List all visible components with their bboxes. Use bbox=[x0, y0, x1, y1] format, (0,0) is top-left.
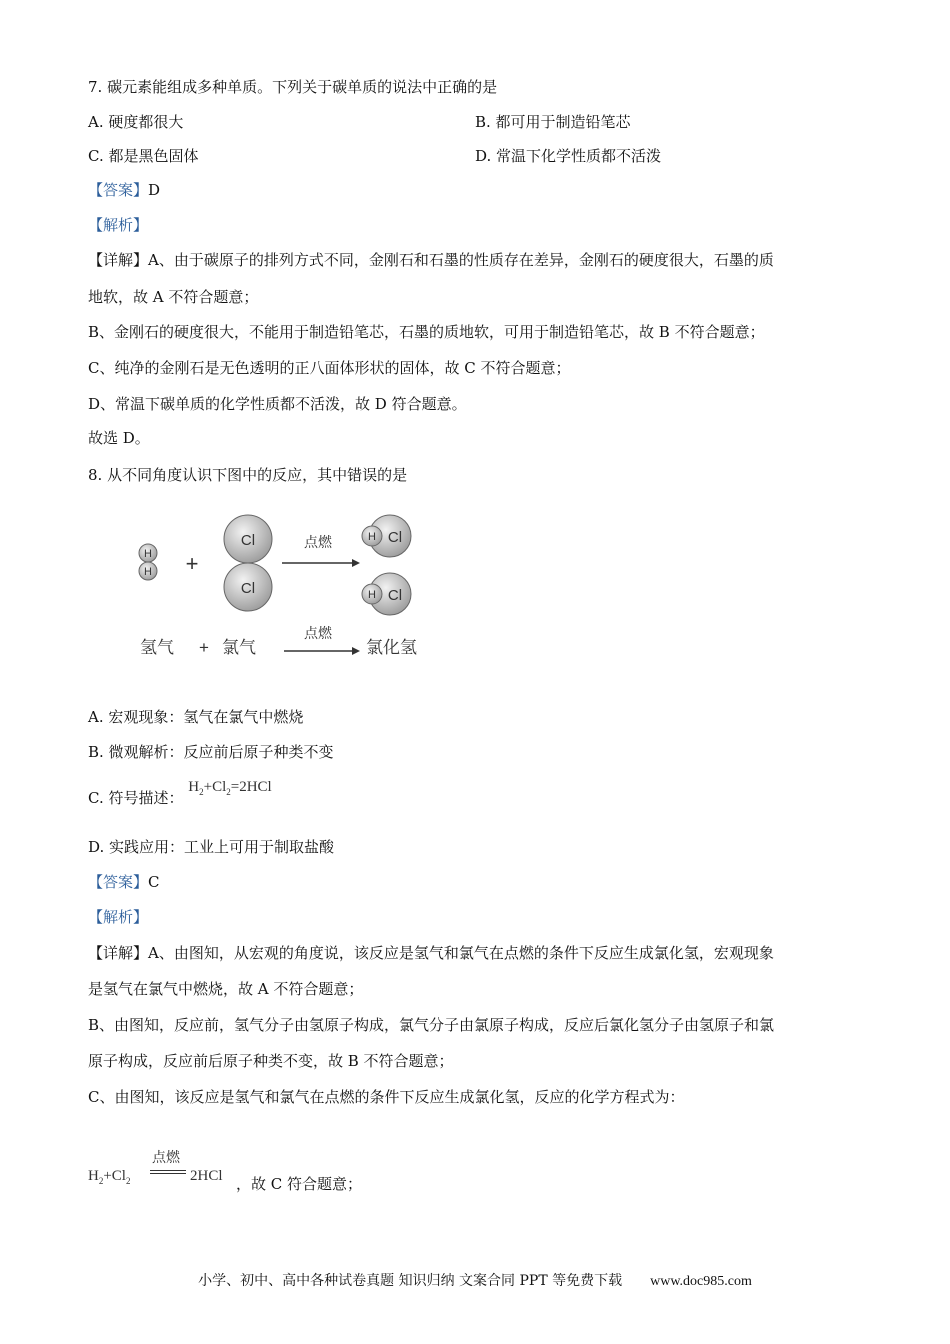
q8-stem: 8. 从不同角度认识下图中的反应，其中错误的是 bbox=[88, 466, 408, 484]
atom-label: Cl bbox=[387, 529, 403, 546]
atom-label: H bbox=[144, 548, 152, 560]
q7-option-d: D. 常温下化学性质都不活泼 bbox=[475, 147, 662, 165]
plus-sign: + bbox=[185, 551, 199, 576]
answer-value: C bbox=[148, 873, 160, 891]
word-plus: + bbox=[199, 638, 209, 657]
q8-option-d: D. 实践应用：工业上可用于制取盐酸 bbox=[88, 838, 335, 856]
detail-label: 【详解】 bbox=[88, 251, 149, 269]
equation-tail: ，故 C 符合题意； bbox=[236, 1175, 363, 1193]
detail-text: A、由图知，从宏观的角度说，该反应是氢气和氯气在点燃的条件下反应生成氯化氢，宏观现象 bbox=[148, 944, 774, 962]
answer-label: 【答案】 bbox=[88, 873, 149, 891]
q7-option-a: A. 硬度都很大 bbox=[88, 113, 184, 131]
equation-product: 2HCl bbox=[190, 1168, 223, 1184]
q7-detail-3: B、金刚石的硬度很大，不能用于制造铅笔芯，石墨的质地软，可用于制造铅笔芯，故 B 不符合题意； bbox=[88, 323, 765, 341]
q7-option-b: B. 都可用于制造铅笔芯 bbox=[475, 113, 631, 131]
atom-label: H bbox=[144, 566, 152, 578]
q7-detail-4: C、纯净的金刚石是无色透明的正八面体形状的固体，故 C 不符合题意； bbox=[88, 359, 571, 377]
detail-label: 【详解】 bbox=[88, 944, 149, 962]
q8-option-b: B. 微观解析：反应前后原子种类不变 bbox=[88, 743, 334, 761]
q7-detail-1 bbox=[88, 250, 774, 270]
word-hydrogen: 氢气 bbox=[140, 638, 174, 657]
q7-detail-2: 地软，故 A 不符合题意； bbox=[88, 288, 259, 306]
page-footer bbox=[0, 1270, 950, 1290]
atom-label: Cl bbox=[240, 580, 256, 597]
answer-value: D bbox=[148, 181, 161, 199]
equation-double-line bbox=[150, 1170, 186, 1174]
reaction-diagram bbox=[130, 505, 450, 665]
q7-analysis-label: 【解析】 bbox=[88, 216, 149, 234]
q7-stem: 7. 碳元素能组成多种单质。下列关于碳单质的说法中正确的是 bbox=[88, 78, 498, 96]
footer-text: 小学、初中、高中各种试卷真题 知识归纳 文案合同 PPT 等免费下载 bbox=[198, 1273, 623, 1289]
q8-option-a: A. 宏观现象：氢气在氯气中燃烧 bbox=[88, 708, 304, 726]
atom-label: H bbox=[368, 589, 376, 601]
word-chlorine: 氯气 bbox=[222, 638, 256, 657]
q7-detail-5: D、常温下碳单质的化学性质都不活泼，故 D 符合题意。 bbox=[88, 395, 467, 413]
atom-label: Cl bbox=[240, 532, 256, 549]
footer-url[interactable]: www.doc985.com bbox=[650, 1274, 752, 1289]
q7-answer bbox=[88, 180, 160, 200]
word-product: 氯化氢 bbox=[366, 638, 417, 657]
q8-analysis-label: 【解析】 bbox=[88, 908, 149, 926]
option-c-formula: $H_2+Cl_2=2HCl$ bbox=[188, 779, 272, 797]
q7-option-c: C. 都是黑色固体 bbox=[88, 147, 199, 165]
equation-condition: 点燃 bbox=[152, 1150, 180, 1166]
answer-label: 【答案】 bbox=[88, 181, 149, 199]
arrow-head bbox=[352, 559, 360, 567]
word-arrow-head bbox=[352, 647, 360, 655]
q7-detail-6: 故选 D。 bbox=[88, 429, 150, 447]
q8-option-c bbox=[88, 779, 272, 814]
option-c-label: C. 符号描述： bbox=[88, 789, 184, 807]
equation-reactants: $H_2+Cl_2$ bbox=[88, 1168, 131, 1186]
q8-detail-1 bbox=[88, 943, 774, 963]
q8-detail-3: B、由图知，反应前，氢气分子由氢原子构成，氯气分子由氯原子构成，反应后氯化氢分子由氢原子和氯 bbox=[88, 1016, 775, 1034]
atom-label: H bbox=[368, 531, 376, 543]
q8-detail-5: C、由图知，该反应是氢气和氯气在点燃的条件下反应生成氯化氢，反应的化学方程式为： bbox=[88, 1088, 685, 1106]
q8-answer bbox=[88, 872, 160, 892]
q8-detail-4: 原子构成，反应前后原子种类不变，故 B 不符合题意； bbox=[88, 1052, 454, 1070]
condition-label: 点燃 bbox=[304, 534, 332, 550]
q8-detail-2: 是氢气在氯气中燃烧，故 A 不符合题意； bbox=[88, 980, 364, 998]
detail-text: A、由于碳原子的排列方式不同，金刚石和石墨的性质存在差异，金刚石的硬度很大，石墨的质 bbox=[148, 251, 774, 269]
word-condition: 点燃 bbox=[304, 625, 332, 641]
atom-label: Cl bbox=[387, 587, 403, 604]
